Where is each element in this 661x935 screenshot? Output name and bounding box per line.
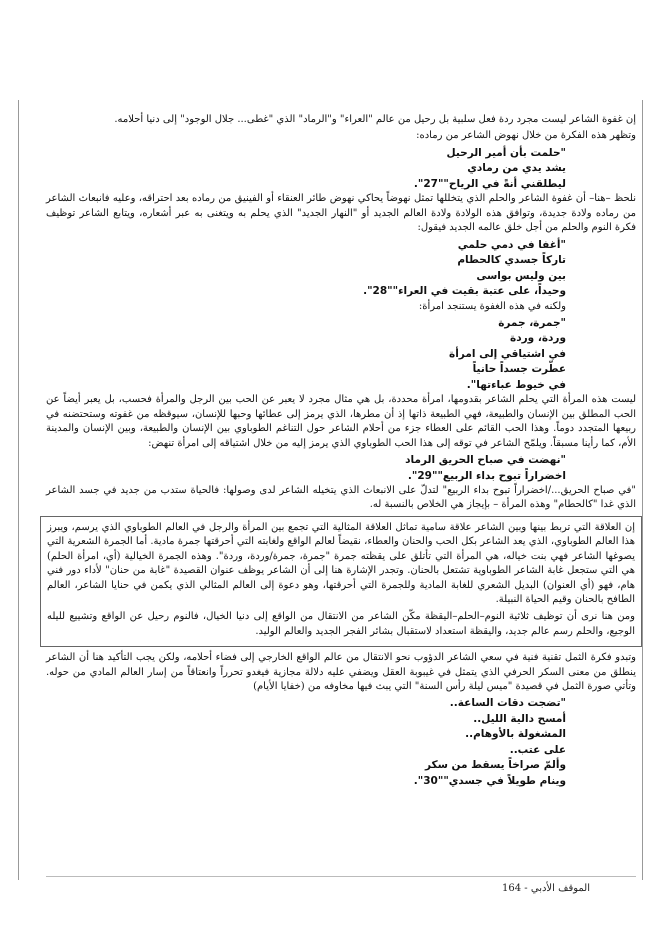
verse-block — [46, 316, 636, 394]
verse-line: "حلمت بأن أمير الرحيل — [446, 146, 566, 159]
paragraph: إن غفوة الشاعر ليست مجرد ردة فعل سلبية بل رحيل من عالم "العراء" و"الرماد" الذي "غطى... جلال الوجود" إلى دنيا أحلامه. — [114, 114, 636, 125]
verse-line: اخضراراً تبوح بداء الربيع""29". — [407, 469, 566, 482]
highlighted-section — [40, 516, 642, 647]
paragraph: وتظهر هذه الفكرة من خلال نهوض الشاعر من رماده: — [416, 130, 636, 142]
verse-line: في خيوط عباءتها". — [466, 378, 566, 391]
verse-block — [46, 146, 636, 193]
verse-line: ليطلقني أنةً في الرياح""27". — [413, 177, 566, 190]
page-border-left — [18, 100, 19, 880]
verse-line: بين وليس بواسى — [476, 269, 566, 282]
verse-line: على عتب.. — [509, 743, 566, 756]
verse-line: وينام طويلاً في جسدي""30". — [413, 774, 566, 787]
paragraph: ومن هنا نرى أن توظيف ثلاثية النوم–الحلم–اليقظة مكّن الشاعر من الانتقال من الواقع إلى دنيا الخيال، فالنوم رحيل عن الواقع وتشييع لليله الوجيع، والحلم رسم عالم جديد، واليقظة استعداد لاستقبال بشائر الفجر الجديد والعالم الوليد. — [47, 611, 635, 637]
verse-line: في اشتياقي إلى امرأة — [449, 347, 566, 360]
verse-line: أمسح دالية الليل.. — [473, 712, 566, 725]
verse-line: المشغولة بالأوهام.. — [465, 728, 566, 741]
paragraph: ولكنه في هذه الغفوة يستنجد امرأة: — [418, 300, 566, 312]
paragraph: نلحظ –هنا– أن غفوة الشاعر والحلم الذي يتخللها تمثل نهوضاً يحاكي نهوض طائر العنقاء أو الفينيق من رماده بعد احتراقه، وعليه فانبعاث الشاعر من رماده ولادة جديدة، وتوافق هذه الولادة ولادة العالم الجديد أو "النهار الجديد" الذي يحلم به ويتغنى به عبر أشعاره، ويتابع الشاعر توظيف فكرة النوم والحلم من أجل خلق عالمه الجديد فيقول: — [46, 193, 636, 234]
footer-divider — [46, 876, 636, 877]
verse-block — [46, 696, 636, 789]
paragraph: إن العلاقة التي تربط بينها وبين الشاعر علاقة سامية تماثل العلاقة المثالية التي تجمع بين المرأة والرجل في العالم الطوباوي الذي يرسم، ويبرز هذا العالم الطوباوي، الذي يعد الشاعر بكل الحب والحنان والعطاء، نقيضاً لعالم الواقع ولغابته التي أحرقتها جمرة مادية. أما الجمرة الشعرية التي يصوغها الشاعر فهي بنت خياله، هي المرأة التي تأتلق على يقظته جمرة "جمرة، جمرة/وردة، وردة". وهذه الجمرة الخيالية (أي، امرأة الحلم) هي التي ستجعل غابة الشاعر الطوباوية تشتعل بالحنان. وتجدر الإشارة هنا إلى أن الشاعر يوظف عنوان القصيدة "غابة من حنان" لأداء دور فني هام، فهو (أي العنوان) البديل الشعري للغابة المادية وللجمرة التي أحرقتها، وهو دعوة إلى العالم المثالي الذي يكمن في حنايا الشاعر، العالم الطافح بالحنان وقيم الحياة النبيلة. — [47, 521, 635, 605]
article-body — [46, 113, 636, 789]
paragraph: وتبدو فكرة الثمل تقنية فنية في سعي الشاعر الدؤوب نحو الانتقال من عالم الواقع الخارجي إلى فضاء أحلامه، ولكن يجب التأكيد هنا أن الشاعر ينطلق من معنى السكر الحرفي الذي يتمثل في غيبوبة العقل ويضفي عليه دلالة مجازية فيغدو تحرراً وانعتاقاً من إسار العالم المادي من حوله. وتأتي صورة الثمل في قصيدة "ميس ليلة رأس السنة" التي يبث فيها مخاوفه من (خفايا الأيام) — [46, 652, 636, 692]
verse-block — [46, 238, 636, 300]
verse-line: وحيداً، على عتبة بقيت في العراء""28". — [363, 285, 566, 298]
verse-block — [46, 453, 636, 484]
verse-line: "نهضت في صباح الحريق الرماد — [405, 454, 566, 467]
page-border-right — [642, 100, 643, 880]
verse-line: "أغفا في دمي حلمي — [457, 238, 566, 251]
paragraph: ليست هذه المرأة التي يحلم الشاعر بقدومها، امرأة محددة، بل هي مثال مجرد لا يعبر عن الحب بين الرجل والمرأة فحسب، بل يعبر أيضاً عن الحب المطلق بين الإنسان والطبيعة، فهي الطبيعة ذاتها إذ أن مطرها، الذي يرمز إلى عطائها وحبها للإنسان، سيوقظه من غفوته وستحتضنه في ربيعها المتجدد دوماً. وهذا الحب القائم على العطاء جزء من أحلام الشاعر حول التناغم الطوباوي بين الإنسان والطبيعة، وبين الإنسان والمدينة الأم، كما رأينا مسبقاً. ويلمّح الشاعر في توقه إلى هذا الحب الطوباوي الذي يرمز إليه من خلال اشتياقه إلى امرأة تنهض: — [46, 394, 636, 449]
verse-line: عطّرت جسداً حانياً — [472, 363, 566, 376]
paragraph: "في صباح الحريق.../اخضراراً تبوح بداء الربيع" لتدلّ على الانبعاث الذي يتخيله الشاعر لدى وصولها: فالحياة ستدب من جديد في جسد الشاعر الذي غدا "كالحطام" وهذه المرأة – بإيجاز هي الخلاص بالنسبة له. — [46, 485, 636, 511]
verse-line: وردة، وردة — [510, 332, 566, 345]
verse-line: تاركاً جسدي كالحطام — [457, 254, 566, 267]
page-footer: الموقف الأدبي - 164 — [502, 883, 590, 894]
verse-line: يشد يدي من رمادي — [467, 162, 566, 175]
verse-line: وألمّ صراخاً يسقط من سكر — [424, 759, 566, 772]
verse-line: "جمرة، جمرة — [498, 316, 566, 329]
verse-line: "تضجت دقات الساعة.. — [449, 697, 566, 710]
